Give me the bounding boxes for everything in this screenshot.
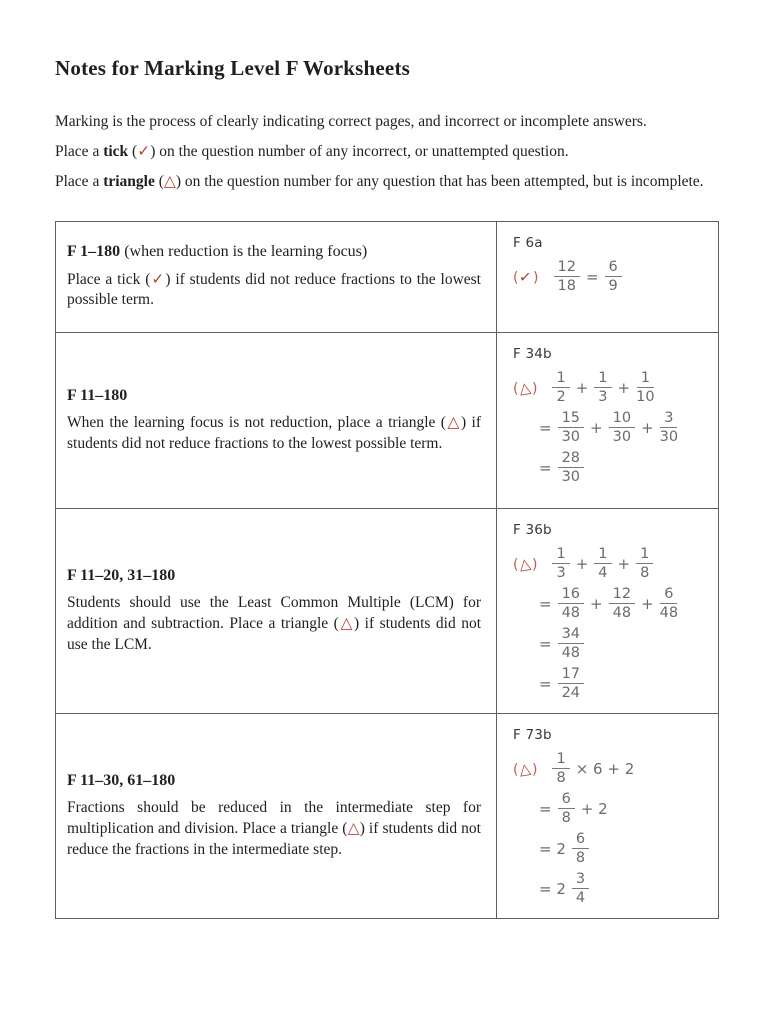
example-cell-f34b: [497, 333, 719, 509]
rule-heading: F 11–180: [67, 386, 128, 404]
equation-text: =: [539, 458, 552, 477]
rule-body: Place a tick (✓) if students did not reduce fractions to the lowest possible term.: [67, 270, 481, 309]
equation-line: [536, 830, 710, 867]
equation-line: [536, 625, 710, 662]
equation-text: =: [539, 418, 552, 437]
triangle-mark-icon: (△): [513, 758, 538, 779]
rule-body: Students should use the Least Common Multiple (LCM) for addition and subtraction. Place a triangle (△) if students did not use the LCM.: [67, 594, 481, 653]
fraction: $\frac{28}{30}$: [558, 450, 584, 485]
fraction: $\frac{15}{30}$: [558, 410, 584, 445]
triangle-mark-icon: (△): [513, 553, 538, 574]
example-label: F 34b: [513, 346, 552, 363]
equation-text: +: [641, 418, 654, 437]
tick-mark-icon: (✓): [513, 267, 539, 287]
equation-text: = 2: [539, 839, 566, 858]
equation-text: = 2: [539, 879, 566, 898]
equation-text: +: [617, 378, 631, 397]
equation-line: [536, 585, 710, 622]
equation-text: × 6 + 2: [575, 759, 635, 778]
example-cell-f73b: [497, 714, 719, 919]
rule-cell-f1-180: [56, 222, 497, 333]
rule-cell-f11-20-31-180: [56, 509, 497, 714]
equation-text: + 2: [580, 799, 608, 818]
example-label: F 73b: [513, 727, 552, 744]
triangle-mark-icon: (△): [513, 377, 538, 398]
equation-line: [536, 665, 710, 702]
equation-line: [513, 545, 710, 582]
fraction: $\frac{1}{3}$: [552, 546, 569, 581]
fraction: $\frac{34}{48}$: [558, 626, 584, 661]
rule-cell-f11-180: [56, 333, 497, 509]
rule-body: Fractions should be reduced in the intermediate step for multiplication and division. Place a triangle (△) if students did not reduce the fractions in the intermediate step.: [67, 799, 481, 858]
equation-text: =: [585, 267, 599, 286]
fraction: $\frac{6}{9}$: [605, 259, 622, 294]
table-row: [56, 509, 719, 714]
fraction: $\frac{16}{48}$: [558, 586, 584, 621]
fraction: $\frac{10}{30}$: [609, 410, 635, 445]
fraction: $\frac{6}{8}$: [558, 791, 575, 826]
fraction: $\frac{3}{4}$: [572, 871, 589, 906]
intro-paragraph-triangle: Place a triangle (△) on the question number for any question that has been attempted, but is incomplete.: [55, 173, 704, 191]
example-cell-f36b: [497, 509, 719, 714]
equation-text: +: [641, 594, 654, 613]
fraction: $\frac{1}{8}$: [636, 546, 653, 581]
equation-text: =: [539, 674, 552, 693]
rule-heading: F 11–30, 61–180: [67, 772, 176, 790]
fraction: $\frac{6}{8}$: [572, 831, 589, 866]
example-label: F 6a: [513, 235, 543, 252]
table-row: [56, 333, 719, 509]
equation-text: +: [617, 554, 631, 573]
fraction: $\frac{3}{30}$: [659, 410, 679, 446]
rule-cell-f11-30-61-180: [56, 714, 497, 919]
equation-text: +: [575, 554, 589, 573]
equation-text: +: [590, 594, 603, 613]
equation-text: =: [539, 594, 552, 613]
fraction: $\frac{1}{8}$: [552, 751, 569, 786]
equation-line: [536, 790, 710, 827]
intro-paragraph-marking: Marking is the process of clearly indicating correct pages, and incorrect or incomplete answers.: [55, 113, 647, 130]
rule-heading: F 11–20, 31–180: [67, 567, 176, 585]
page-title: Notes for Marking Level F Worksheets: [55, 56, 411, 80]
equation-text: +: [575, 378, 589, 397]
equation-line: [513, 369, 710, 406]
intro-paragraph-tick: Place a tick (✓) on the question number of any incorrect, or unattempted question.: [55, 143, 569, 161]
equation-line: [536, 870, 710, 907]
fraction: $\frac{1}{3}$: [594, 370, 611, 405]
intro-section: [55, 111, 716, 192]
equation-text: =: [539, 799, 552, 818]
fraction: $\frac{17}{24}$: [558, 666, 584, 701]
rule-heading: F 1–180 (when reduction is the learning focus): [67, 243, 368, 261]
fraction: $\frac{12}{18}$: [554, 259, 580, 294]
equation-text: +: [590, 418, 603, 437]
example-cell-f6a: [497, 222, 719, 333]
fraction: $\frac{1}{4}$: [594, 546, 611, 581]
equation-text: =: [539, 634, 552, 653]
fraction: $\frac{12}{48}$: [609, 586, 635, 621]
fraction: $\frac{1}{2}$: [552, 370, 569, 405]
rule-body: When the learning focus is not reduction, place a triangle (△) if students did not reduce fractions to the lowest possible term.: [67, 414, 482, 452]
marking-rules-table: [55, 221, 719, 919]
fraction: $\frac{1}{10}$: [636, 370, 655, 406]
equation-line: [513, 258, 710, 295]
example-label: F 36b: [513, 522, 552, 539]
table-row: [56, 714, 719, 919]
equation-line: [536, 409, 710, 446]
table-row: [56, 222, 719, 333]
equation-line: [536, 449, 710, 486]
fraction: $\frac{6}{48}$: [659, 586, 679, 622]
equation-line: [513, 750, 710, 787]
